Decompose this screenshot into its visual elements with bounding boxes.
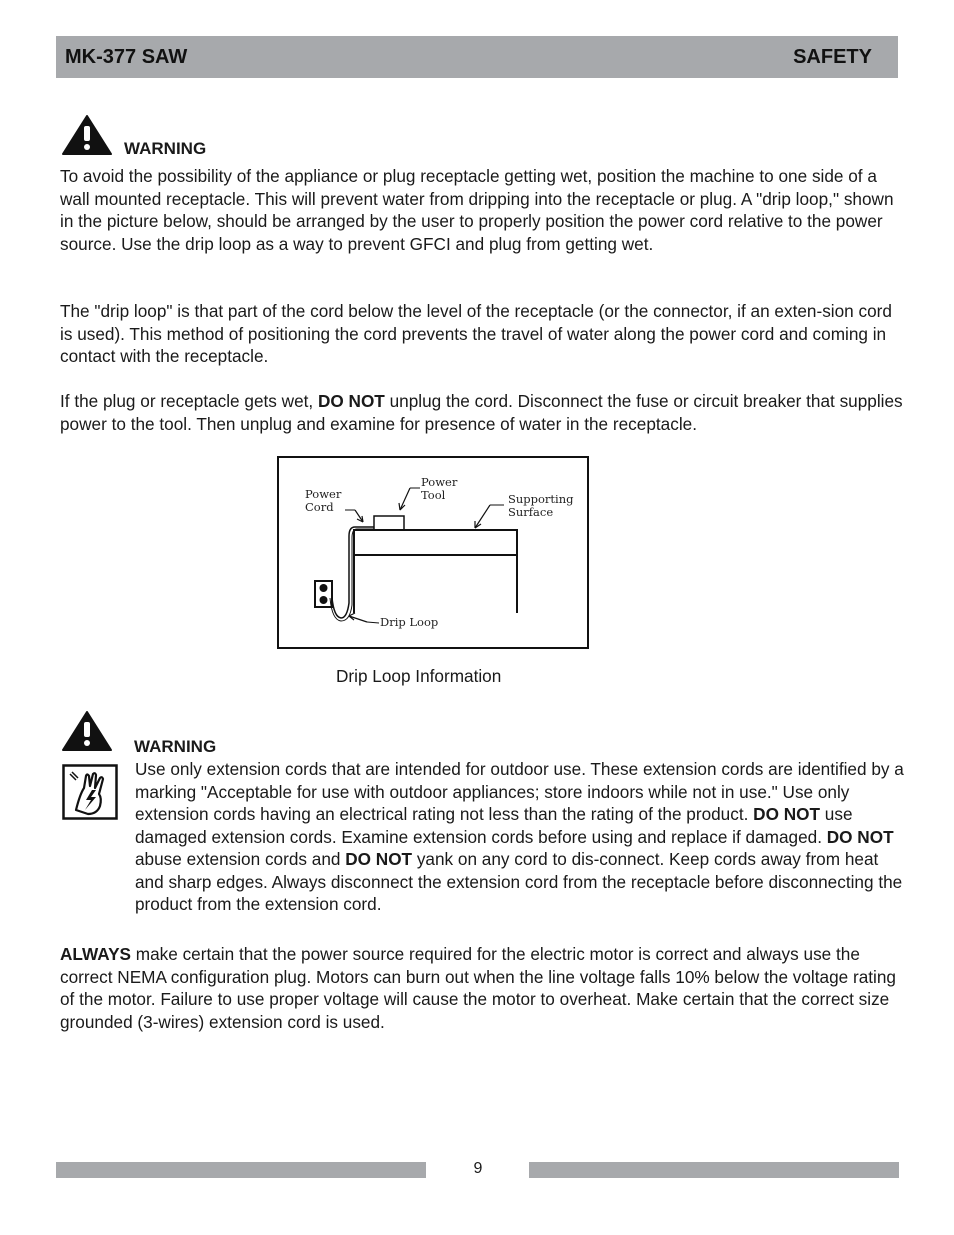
- paragraph-text: abuse extension cords and: [135, 849, 346, 869]
- warning-label: WARNING: [134, 737, 217, 756]
- extension-cord-warning: [135, 758, 910, 916]
- paragraph-text: unplug the cord. Disconnect the fuse or circuit breaker that supplies power to the tool. Then unplug and examine for presence of water in the receptacle.: [60, 391, 903, 434]
- wet-plug-paragraph: [60, 390, 905, 435]
- drip-loop-figure: [277, 456, 589, 649]
- section-title: SAFETY: [793, 46, 872, 68]
- warning-triangle-icon: [61, 710, 113, 752]
- emphasis: DO NOT: [826, 826, 894, 847]
- power-tool-label: Power Tool: [421, 475, 458, 502]
- emphasis: DO NOT: [345, 849, 413, 869]
- warning-text: To avoid the possibility of the appliance or plug receptacle getting wet, position the machine to one side of a wall mounted receptacle. This will prevent water from dripping into the receptacle or plug. A "drip loop," shown in the picture below, should be arranged by the user to properly position the power cord relative to the power source. Use the drip loop as a way to prevent GFCI and plug from getting wet.: [60, 166, 894, 254]
- power-cord-label: Power Cord: [305, 487, 342, 514]
- page-header: [56, 36, 898, 78]
- document-title: MK-377 SAW: [65, 46, 188, 68]
- figure-caption: Drip Loop Information: [336, 666, 502, 686]
- footer-bar-left: [56, 1162, 426, 1178]
- power-source-paragraph: [60, 943, 905, 1033]
- warning-triangle-icon: [61, 114, 113, 156]
- warning-label: WARNING: [124, 139, 207, 158]
- emphasis: DO NOT: [317, 391, 385, 411]
- paragraph-text: use damaged extension cords. Examine extension cords before using and replace if damaged.: [135, 804, 853, 847]
- page-number: 9: [473, 1160, 483, 1177]
- emphasis: DO NOT: [753, 804, 821, 824]
- paragraph-text: make certain that the power source required for the electric motor is correct and always use the correct NEMA configuration plug. Motors can burn out when the line voltage falls 10% below the voltage rating of the motor. Failure to use proper voltage will cause the motor to overheat. Make certain that the correct size grounded (3-wires) extension cord is used.: [60, 944, 896, 1032]
- paragraph-text: yank on any cord to dis-connect. Keep cords away from heat and sharp edges. Always disconnect the extension cord from the receptacle before disconnecting the product from the extension cord.: [135, 849, 903, 914]
- emphasis: ALWAYS: [60, 944, 131, 964]
- footer-bar-right: [529, 1162, 899, 1178]
- paragraph-text: Use only extension cords that are intended for outdoor use. These extension cords are identified by a marking "Acceptable for use with outdoor appliances; store indoors while not in use." Use only extension cords having an electrical rating not less than the rating of the product.: [135, 759, 904, 824]
- drip-loop-paragraph: The "drip loop" is that part of the cord below the level of the receptacle (or the connector, if an exten-sion cord is used). This method of positioning the cord prevents the travel of water along the power cord and coming in contact with the receptacle.: [60, 301, 892, 366]
- supporting-surface-label: Supporting Surface: [508, 492, 574, 519]
- drip-loop-label: Drip Loop: [380, 615, 439, 629]
- paragraph-text: If the plug or receptacle gets wet,: [60, 391, 318, 411]
- electric-shock-icon: [62, 764, 118, 820]
